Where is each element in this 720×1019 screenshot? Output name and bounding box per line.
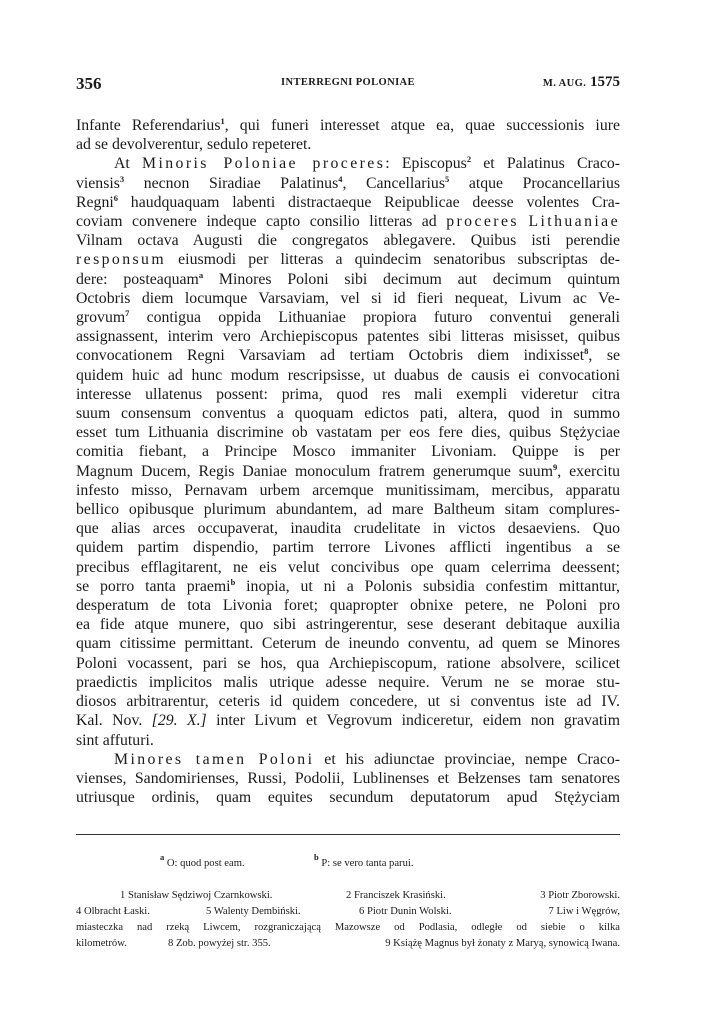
main-text (76, 116, 620, 807)
header-date (543, 74, 620, 91)
footnote-4: 4 Olbracht Łaski. (76, 906, 150, 917)
text-line: desperatum de tota Livonia foret; quapropter obnixe petere, ne Poloni pro (76, 597, 620, 615)
footnote-row (76, 920, 620, 936)
footnote-ref: 5 (444, 173, 450, 184)
text-line: ad se devolverentur, sedulo repeteret. (76, 136, 312, 154)
footnote-8: 8 Zob. powyżej str. 355. (168, 938, 271, 949)
text-line: grovum$^7$ contigua oppida Lithuaniae propiora futuro conventui generali (76, 308, 620, 327)
footnote-ref: 9 (553, 461, 558, 472)
text-line: Minores tamen Poloni et his adiunctae provinciae, nempe Craco- (114, 750, 620, 768)
footnote-3: 3 Piotr Zborowski. (540, 890, 620, 901)
footnote-9: 9 Książę Magnus był żonaty z Maryą, synowicą Iwana. (385, 938, 620, 949)
running-title: INTERREGNI POLONIAE (281, 77, 415, 88)
text-line: ea fide atque munere, quo sibi astringerentur, sese deserant debitaque auxilia (76, 616, 620, 634)
footnote-2: 2 Franciszek Krasiński. (346, 890, 446, 901)
text-line: vienses, Sandomirienses, Russi, Podolii, Lublinenses et Bełzenses tam senatores (76, 769, 620, 787)
text-line: bellico opibusque plurimum abundantem, ad mare Baltheum sitam complures- (76, 501, 620, 519)
footnote-divider (76, 834, 620, 835)
text-line: utriusque ordinis, quam equites secundum deputatorum apud Stężyciam (76, 789, 620, 807)
footnote-row (76, 888, 620, 904)
text-line: Infante Referendarius$^1$, qui funeri interesset atque ea, quae successionis iure (76, 116, 620, 134)
text-line: Kal. Nov. [29. X.] inter Livum et Vegrovum indiceretur, eidem non gravatim (76, 712, 620, 730)
page-number: 356 (76, 74, 102, 93)
footnote-1: 1 Stanisław Sędziwoj Czarnkowski. (120, 890, 273, 901)
text-line: Vilnam octava Augusti die congregatos ablegavere. Quibus isti perendie (76, 232, 620, 250)
spaced-emphasis: Lithuaniae (528, 213, 620, 231)
spaced-emphasis: responsum (76, 251, 167, 269)
text-line: Octobris diem locumque Varsaviam, vel si id fieri nequeat, Livum ac Ve- (76, 289, 620, 307)
footnote-7: 7 Liw i Węgrów, (548, 906, 620, 917)
text-line: responsum eiusmodi per litteras a quindecim senatoribus subscriptas de- (76, 251, 620, 269)
text-line: diosos arbitrarentur, ceteris id quidem concedere, ut si conventus iste ad IV. (76, 693, 620, 711)
footnote-ref: 4 (338, 173, 343, 184)
footnote-ref: 7 (125, 308, 130, 319)
variant-ref: b (230, 576, 236, 587)
text-line: sint affuturi. (76, 731, 154, 749)
explanatory-notes (76, 888, 620, 952)
spaced-emphasis: Minoris Poloniae proceres (142, 155, 386, 173)
spaced-emphasis: Minores tamen Poloni (114, 750, 315, 768)
footnote-ref: 8 (584, 346, 589, 357)
text-line: interesse ullatenus possent: prima, quod res mali exempli videretur citra (76, 385, 620, 403)
text-line: quidem huic ad hunc modum rescripsisse, ut duabus de causis ei convocationi (76, 366, 620, 384)
text-line: quam citissime permittant. Ceterum de ineundo conventu, ad quem se Minores (76, 635, 620, 653)
footnote-5: 5 Walenty Dembiński. (206, 906, 301, 917)
text-line: coviam convenere indeque capto consilio litteras ad proceres Lithuaniae (76, 213, 620, 231)
footnote-7-continued: miasteczka nad rzeką Liwcem, rozgraniczającą Mazowsze od Podlasia, odległe od siebie o kilka (76, 922, 620, 933)
footnote-6: 6 Piotr Dunin Wolski. (359, 906, 452, 917)
running-header (76, 74, 620, 96)
text-line: que alias arces occupaverat, inaudita crudelitate in victos desaeviens. Quo (76, 520, 620, 538)
text-line: Poloni vocassent, pari se hos, qua Archiepiscopum, ratione absolvere, scilicet (76, 654, 620, 672)
footnote-7-end: kilometrów. (76, 938, 127, 949)
spaced-emphasis: proceres (446, 213, 519, 231)
text-line: comitia fiebant, a Principe Mosco immaniter Livoniam. Quippe is per (76, 443, 620, 461)
text-line: esset tum Lithuania discrimine ob vastatam per eos fere dies, quibus Stężyciae (76, 424, 620, 442)
text-line: Magnum Ducem, Regis Daniae monoculum fratrem generumque suum$^9$, exercitu (76, 461, 620, 480)
text-line: convocationem Regni Varsaviam ad tertiam Octobris diem indixisset$^8$, se (76, 346, 620, 365)
header-date-year: 1575 (590, 74, 620, 90)
text-line: At Minoris Poloniae proceres: Episcopus$^2$ et Palatinus Craco- (114, 154, 620, 173)
variant-note-b: $^b$ P: se vero tanta parui. (314, 852, 414, 869)
text-line: infesto misso, Pernavam urbem arcemque munitissimam, mercibus, apparatu (76, 481, 620, 499)
footnote-ref: 2 (466, 154, 472, 165)
text-line: Regni$^6$ haudquaquam labenti distractaeque Reipublicae deesse volentes Cra- (76, 192, 620, 211)
footnote-row (76, 936, 620, 952)
variant-note-a: $^a$ O: quod post eam. (160, 852, 245, 869)
text-line: viensis$^3$ necnon Siradiae Palatinus$^4$, Cancellarius$^5$ atque Procancellarius (76, 173, 620, 192)
footnote-row (76, 904, 620, 920)
variant-ref: a (198, 269, 204, 280)
footnote-ref: 6 (113, 192, 118, 203)
text-line: se porro tanta praemi$^b$ inopia, ut ni a Polonis subsidia confestim mittantur, (76, 576, 621, 595)
date-gloss: [29. X.] (151, 712, 207, 730)
text-line: quidem partim dispendio, partim terrore Livones afflicti ingentibus a se (76, 539, 620, 557)
footnote-ref: 3 (119, 173, 125, 184)
text-line: dere: posteaquam$^a$ Minores Poloni sibi decimum aut decimum quintum (76, 269, 620, 288)
text-line: suum consensum conventus a quoquam edictos pati, altera, quod in summo (76, 405, 620, 423)
text-line: praedictis implicitos malis utrique adesse nequire. Verum ne se morae stu- (76, 673, 620, 691)
footnote-ref: 1 (220, 116, 225, 126)
text-line: precibus efflagitarent, ne eis velut concivibus ope quam celerrima deessent; (76, 558, 620, 576)
text-line: assignassent, interim vero Archiepiscopus patentes sibi litteras misisset, quibus (76, 328, 620, 346)
header-date-month: M. AUG. (542, 78, 587, 89)
